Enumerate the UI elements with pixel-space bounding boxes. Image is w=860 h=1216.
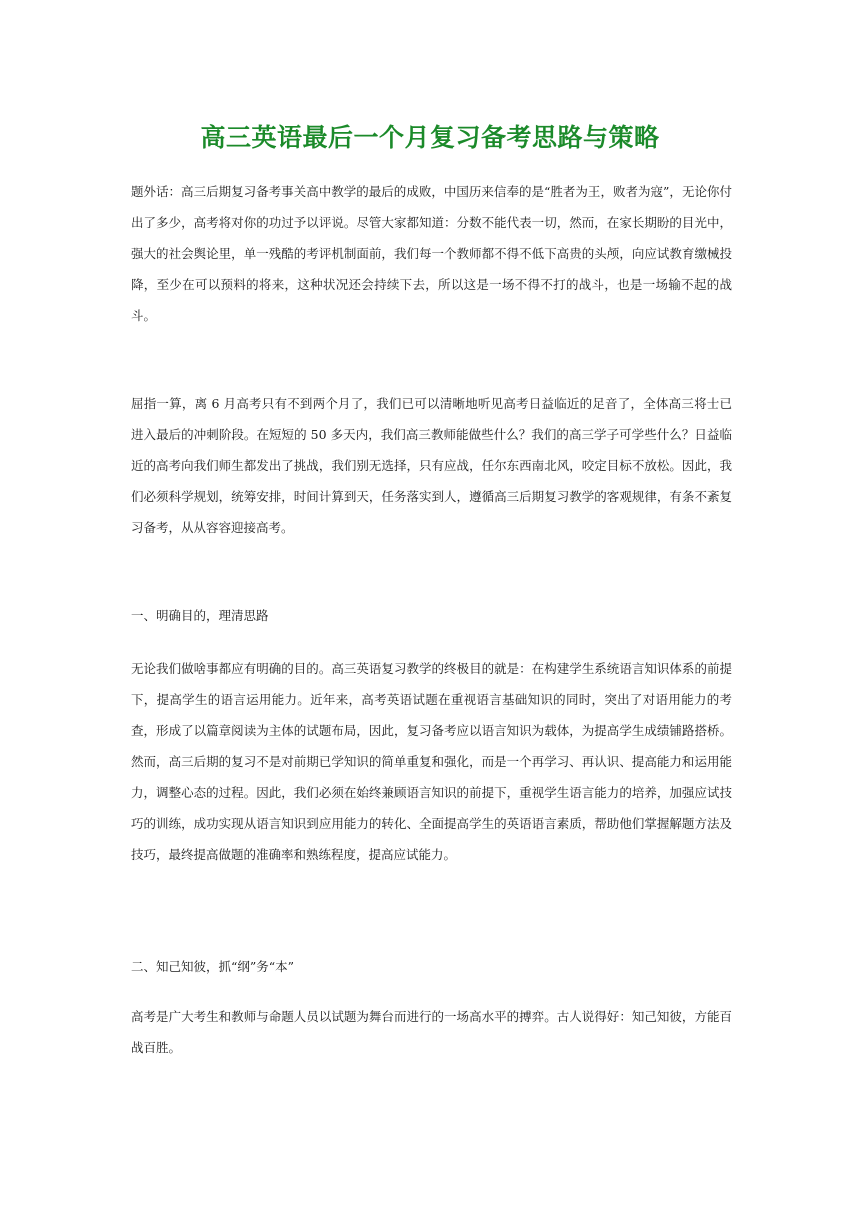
section-1-paragraph: 无论我们做啥事都应有明确的目的。高三英语复习教学的终极目的就是：在构建学生系统语言知识体系的前提下，提高学生的语言运用能力。近年来，高考英语试题在重视语言基础知识的同时，突出了对语用能力的考查，形成了以篇章阅读为主体的试题布局，因此，复习备考应以语言知识为载体，为提高学生成绩铺路搭桥。然而，高三后期的复习不是对前期已学知识的简单重复和强化，而是一个再学习、再认识、提高能力和运用能力，调整心态的过程。因此，我们必须在始终兼顾语言知识的前提下，重视学生语言能力的培养，加强应试技巧的训练，成功实现从语言知识到应用能力的转化、全面提高学生的英语语言素质，帮助他们掌握解题方法及技巧，最终提高做题的准确率和熟练程度，提高应试能力。 [131, 661, 732, 862]
section-heading-2: 二、知己知彼，抓“纲”务“本” [131, 959, 295, 974]
intro-paragraph: 题外话：高三后期复习备考事关高中教学的最后的成败，中国历来信奉的是“胜者为王，败者为寇”，无论你付出了多少，高考将对你的功过予以评说。尽管大家都知道：分数不能代表一切，然而，在家长期盼的目光中，强大的社会舆论里，单一残酷的考评机制面前，我们每一个教师都不得不低下高贵的头颅，向应试教育缴械投降，至少在可以预料的将来，这种状况还会持续下去，所以这是一场不得不打的战斗，也是一场输不起的战斗。 [131, 184, 732, 323]
section-2-paragraph: 高考是广大考生和教师与命题人员以试题为舞台而进行的一场高水平的搏弈。古人说得好：知己知彼，方能百战百胜。 [131, 1009, 732, 1055]
section-heading-1: 一、明确目的，理清思路 [131, 608, 269, 623]
body-paragraph-2: 屈指一算，离 6 月高考只有不到两个月了，我们已可以清晰地听见高考日益临近的足音了，全体高三将士已进入最后的冲刺阶段。在短短的 50 多天内，我们高三教师能做些什么？我们的高三学子可学些什么？日益临近的高考向我们师生都发出了挑战，我们别无选择，只有应战，任尔东西南北风，咬定目标不放松。因此，我们必须科学规划，统筹安排，时间计算到天，任务落实到人，遵循高三后期复习教学的客观规律，有条不紊复习备考，从从容容迎接高考。 [131, 396, 732, 535]
document-title: 高三英语最后一个月复习备考思路与策略 [200, 123, 660, 152]
